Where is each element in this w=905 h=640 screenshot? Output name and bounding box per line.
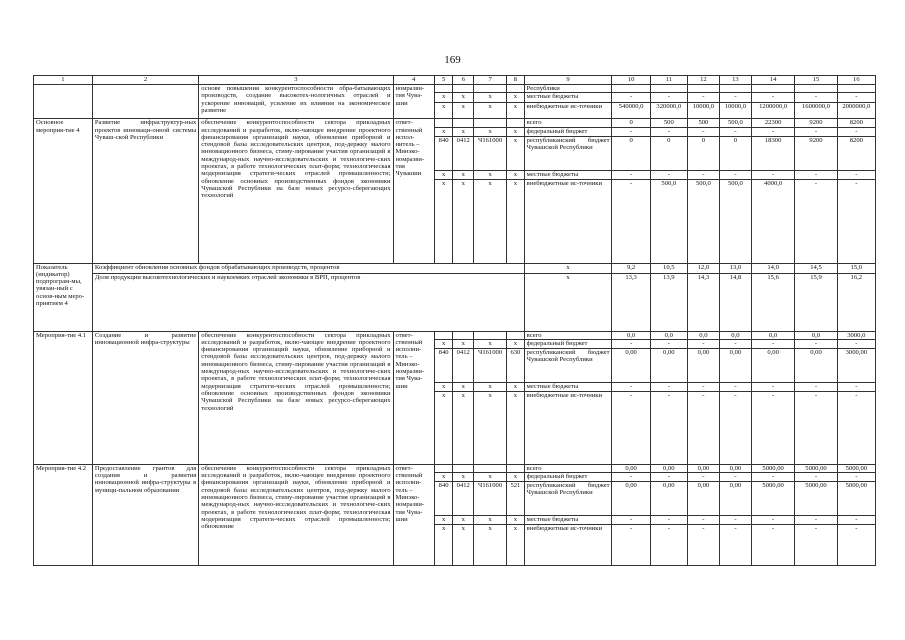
year-value [612,85,650,93]
year-value: 500,0 [719,119,751,127]
year-value: - [687,93,719,103]
row-label [34,85,93,119]
year-value: 8200 [837,119,875,127]
funding-source: местные бюджеты [524,170,612,179]
year-value: - [650,391,687,464]
year-value: 0 [650,136,687,170]
row-name: Предоставление грантов для создания и развития инновационной инфра-структуры в муници-пальном образовании [92,464,198,565]
funding-source: всего [524,464,612,472]
year-value: 0 [612,119,650,127]
year-value [719,85,751,93]
year-value: - [751,127,794,136]
grbs-code: x [434,473,453,482]
grbs-code [434,331,453,339]
indicator-label: Показатель (индикатор) подпрограм-мы, увязан-ный с основ-ным меро-приятием 4 [34,263,93,331]
section-code [453,464,474,472]
year-value: - [837,525,875,566]
year-value: 0,00 [650,348,687,382]
funding-source: республиканский бюджет Чувашской Республики [524,136,612,170]
year-value: 5000,00 [751,464,794,472]
year-value: - [751,339,794,348]
year-value: - [650,473,687,482]
year-value: - [837,516,875,525]
section-code: 0412 [453,348,474,382]
indicator-value: 16,2 [837,273,875,331]
year-value: 0,00 [650,482,687,516]
year-value: 5000,00 [751,482,794,516]
section-code: x [453,382,474,391]
year-value [650,85,687,93]
table-row [34,464,876,472]
section-code: x [453,103,474,119]
year-value: 0,0 [650,331,687,339]
year-value: - [719,170,751,179]
expense-type-code [507,331,525,339]
section-code: x [453,516,474,525]
year-value: 3000,00 [837,348,875,382]
funding-source: внебюджетные ис-точники [524,103,612,119]
target-article-code: x [474,179,507,263]
grbs-code: x [434,179,453,263]
grbs-code: x [434,382,453,391]
indicator-value: 10,5 [650,263,687,273]
funding-source: федеральный бюджет [524,339,612,348]
target-article-code [474,331,507,339]
year-value: 0,00 [687,464,719,472]
year-value: 0,00 [719,348,751,382]
year-value: - [687,382,719,391]
funding-source: всего [524,331,612,339]
year-value: - [719,391,751,464]
indicator-mark: x [524,263,612,273]
grbs-code: x [434,339,453,348]
section-code [453,331,474,339]
grbs-code: x [434,103,453,119]
expense-type-code: x [507,339,525,348]
year-value: - [650,339,687,348]
year-value: 0,0 [612,331,650,339]
header-cell: 5 [434,76,453,85]
year-value [837,85,875,93]
year-value: 9200 [795,136,837,170]
year-value: - [751,516,794,525]
target-article-code: x [474,382,507,391]
year-value: - [837,179,875,263]
goal-text: обеспечение конкурентоспособности сектора прикладных исследований и разработок, вклю-чающее внедрение проектного финансирования организаций науки, обновление приборной и стендовой базы исследовательских центров, под-держку малого инновационного бизнеса, стиму-лирование участия организаций в международ-ных научно-исследовательских и технологиче-ских проектах, в работе технологических плат-форм; технологическая модернизация стратеги-ческих отраслей промышленности; обновление основных производственных фондов экономики Чувашской Республики на базе новых ресурсо-сберегающих технологий [199,331,393,464]
year-value: 0,00 [719,464,751,472]
target-article-code [474,119,507,127]
year-value [795,85,837,93]
year-value: - [719,93,751,103]
grbs-code [434,464,453,472]
year-value: - [650,525,687,566]
year-value: 500 [687,119,719,127]
target-article-code: x [474,103,507,119]
year-value: - [612,525,650,566]
year-value: - [650,93,687,103]
responsible-executor: ответ-ственный исполни-тель – Минэко-номразви-тия Чува-шии [393,331,434,464]
year-value: 9200 [795,119,837,127]
header-row [34,76,876,85]
indicator-row [34,273,876,331]
header-cell: 7 [474,76,507,85]
year-value: - [837,382,875,391]
section-code: x [453,179,474,263]
year-value [751,85,794,93]
funding-source: местные бюджеты [524,93,612,103]
year-value: 5000,00 [837,482,875,516]
year-value: 1200000,0 [751,103,794,119]
year-value: - [687,339,719,348]
funding-source: республиканский бюджет Чувашской Республики [524,482,612,516]
year-value: 0,0 [751,331,794,339]
expense-type-code: 521 [507,482,525,516]
indicator-value: 9,2 [612,263,650,273]
section-code: x [453,339,474,348]
indicator-value: 14,3 [687,273,719,331]
expense-type-code: x [507,103,525,119]
year-value: - [751,391,794,464]
header-cell: 11 [650,76,687,85]
year-value: 5000,00 [795,464,837,472]
year-value: - [650,382,687,391]
row-label: Основное мероприя-тие 4 [34,119,93,263]
year-value: 5000,00 [837,464,875,472]
header-cell: 16 [837,76,875,85]
header-cell: 4 [393,76,434,85]
header-cell: 6 [453,76,474,85]
expense-type-code [507,85,525,93]
target-article-code: Ч161000 [474,136,507,170]
section-code: x [453,525,474,566]
goal-text: обеспечение конкурентоспособности сектора прикладных исследований и разработок, вклю-чающее внедрение проектного финансирования организаций науки, обновление приборной и стендовой базы исследовательских центров, под-держку малого инновационного бизнеса, стиму-лирование участия организаций в международ-ных научно-исследовательских и технологиче-ских проектах, в работе технологических плат-форм; технологическая модернизация стратеги-ческих отраслей промышленности; обновление основных производственных фондов экономики Чувашской Республики на базе новых ресурсо-сберегающих технологий [199,119,393,263]
year-value: - [795,170,837,179]
expense-type-code: x [507,525,525,566]
funding-source: внебюджетные ис-точники [524,391,612,464]
row-name [92,85,198,119]
year-value: 0,00 [795,348,837,382]
year-value: 0,00 [612,464,650,472]
section-code: 0412 [453,482,474,516]
year-value: - [837,127,875,136]
year-value: 0,0 [687,331,719,339]
year-value: - [795,179,837,263]
year-value: 2000000,0 [837,103,875,119]
goal-text: основе повышения конкурентоспособности обра-батывающих производств, создание высокотех-нологичных отраслей и ускорение инноваций, усиление их влияния на экономическое развитие [199,85,393,119]
responsible-executor: ответ-ственный испол-нитель – Минэко-номразви-тия Чувашии [393,119,434,263]
target-article-code: x [474,339,507,348]
year-value: 0 [719,136,751,170]
indicator-row [34,263,876,273]
year-value: - [795,127,837,136]
year-value: - [837,170,875,179]
year-value: - [612,516,650,525]
target-article-code: Ч161000 [474,348,507,382]
indicator-value: 14,5 [795,263,837,273]
expense-type-code: x [507,391,525,464]
header-cell: 1 [34,76,93,85]
year-value: 10000,0 [687,103,719,119]
year-value: 0,00 [612,482,650,516]
grbs-code: x [434,93,453,103]
year-value: 0,0 [795,331,837,339]
year-value: 0,00 [751,348,794,382]
target-article-code: x [474,170,507,179]
target-article-code: x [474,93,507,103]
target-article-code [474,85,507,93]
target-article-code: Ч161000 [474,482,507,516]
section-code [453,119,474,127]
header-cell: 9 [524,76,612,85]
header-cell: 12 [687,76,719,85]
target-article-code: x [474,391,507,464]
expense-type-code: x [507,516,525,525]
year-value: - [719,525,751,566]
grbs-code [434,85,453,93]
responsible-executor: номразви-тия Чува-шии [393,85,434,119]
year-value: - [795,382,837,391]
header-cell: 2 [92,76,198,85]
grbs-code: 840 [434,348,453,382]
year-value: - [795,339,837,348]
funding-source: местные бюджеты [524,516,612,525]
year-value: 500,0 [650,179,687,263]
year-value: - [687,473,719,482]
year-value: - [751,525,794,566]
target-article-code [474,464,507,472]
expense-type-code: x [507,136,525,170]
year-value: - [795,525,837,566]
funding-source: федеральный бюджет [524,127,612,136]
year-value: 0,0 [719,331,751,339]
year-value: - [795,391,837,464]
year-value: - [795,93,837,103]
grbs-code: x [434,170,453,179]
header-cell: 8 [507,76,525,85]
year-value: 500 [650,119,687,127]
header-cell: 15 [795,76,837,85]
table-row [34,331,876,339]
year-value: - [650,516,687,525]
expense-type-code: x [507,93,525,103]
year-value: - [719,382,751,391]
year-value: - [612,382,650,391]
year-value: 10000,0 [719,103,751,119]
indicator-value: 12,0 [687,263,719,273]
page-number: 169 [444,54,461,66]
expense-type-code: x [507,170,525,179]
row-name: Создание и развитие инновационной инфра-структуры [92,331,198,464]
section-code: 0412 [453,136,474,170]
responsible-executor: ответ-ственный исполни-тель – Минэко-номразви-тия Чува-шии [393,464,434,565]
expense-type-code: 630 [507,348,525,382]
program-table [33,75,876,566]
expense-type-code: x [507,382,525,391]
year-value: - [719,339,751,348]
year-value: 0 [612,136,650,170]
indicator-value: 15,0 [837,263,875,273]
funding-source: федеральный бюджет [524,473,612,482]
year-value: - [719,473,751,482]
year-value: - [612,127,650,136]
header-cell: 10 [612,76,650,85]
table-body [34,76,876,566]
funding-source: местные бюджеты [524,382,612,391]
year-value: 0,00 [719,482,751,516]
year-value: - [612,391,650,464]
expense-type-code: x [507,179,525,263]
year-value: - [795,473,837,482]
grbs-code: x [434,525,453,566]
header-cell: 13 [719,76,751,85]
section-code [453,85,474,93]
year-value: 4000,0 [751,179,794,263]
funding-source: Республики [524,85,612,93]
goal-text: обеспечение конкурентоспособности сектора прикладных исследований и разработок, вклю-чающее внедрение проектного финансирования организаций науки, обновление приборной и стендовой базы исследовательских центров, под-держку малого инновационного бизнеса, стиму-лирование участия организаций в международ-ных научно-исследовательских и технологиче-ских проектах, в работе технологических плат-форм; технологическая модернизация стратеги-ческих отраслей промышленности; обновление [199,464,393,565]
year-value [687,85,719,93]
indicator-value: 13,0 [719,263,751,273]
year-value: 0,00 [687,348,719,382]
year-value: - [751,473,794,482]
grbs-code: 840 [434,482,453,516]
header-cell: 3 [199,76,393,85]
year-value: 0,00 [650,464,687,472]
section-code: x [453,170,474,179]
year-value: 500,0 [687,179,719,263]
grbs-code: x [434,516,453,525]
indicator-value: 14,0 [751,263,794,273]
year-value: 18300 [751,136,794,170]
row-label: Мероприя-тие 4.1 [34,331,93,464]
year-value: - [687,525,719,566]
year-value: - [837,339,875,348]
expense-type-code: x [507,473,525,482]
year-value: 0,00 [612,348,650,382]
target-article-code: x [474,525,507,566]
target-article-code: x [474,516,507,525]
year-value: 0,00 [687,482,719,516]
year-value: 3000,0 [837,331,875,339]
year-value: 1600000,0 [795,103,837,119]
row-label: Мероприя-тие 4.2 [34,464,93,565]
grbs-code [434,119,453,127]
header-cell: 14 [751,76,794,85]
indicator-value: 13,3 [612,273,650,331]
section-code: x [453,127,474,136]
target-article-code: x [474,127,507,136]
indicator-text: Коэффициент обновления основных фондов обрабатывающих производств, процентов [92,263,524,273]
indicator-value: 14,8 [719,273,751,331]
year-value: - [650,127,687,136]
year-value: - [837,391,875,464]
section-code: x [453,93,474,103]
year-value: 500,0 [719,179,751,263]
year-value: - [687,127,719,136]
funding-source: внебюджетные ис-точники [524,179,612,263]
year-value: - [612,339,650,348]
year-value: - [719,127,751,136]
section-code: x [453,473,474,482]
year-value: - [837,473,875,482]
year-value: 540000,0 [612,103,650,119]
year-value: - [612,473,650,482]
year-value: - [751,93,794,103]
row-name: Развитие инфраструктур-ных проектов инноваци-онной системы Чуваш-ской Республики [92,119,198,263]
year-value: - [687,170,719,179]
year-value: 5000,00 [795,482,837,516]
indicator-mark: x [524,273,612,331]
expense-type-code [507,119,525,127]
year-value: 22300 [751,119,794,127]
year-value: - [795,516,837,525]
year-value: - [751,170,794,179]
indicator-value: 13,9 [650,273,687,331]
year-value: - [837,93,875,103]
grbs-code: x [434,127,453,136]
year-value: 320000,0 [650,103,687,119]
year-value: - [751,382,794,391]
year-value: - [612,170,650,179]
grbs-code: 840 [434,136,453,170]
year-value: - [612,179,650,263]
expense-type-code [507,464,525,472]
grbs-code: x [434,391,453,464]
year-value: - [650,170,687,179]
year-value: - [687,391,719,464]
year-value: - [719,516,751,525]
indicator-value: 15,6 [751,273,794,331]
funding-source: внебюджетные ис-точники [524,525,612,566]
table-row [34,119,876,127]
funding-source: республиканский бюджет Чувашской Республики [524,348,612,382]
year-value: 8200 [837,136,875,170]
year-value: 0 [687,136,719,170]
indicator-value: 15,9 [795,273,837,331]
year-value: - [687,516,719,525]
funding-source: всего [524,119,612,127]
section-code: x [453,391,474,464]
expense-type-code: x [507,127,525,136]
table-row [34,85,876,93]
year-value: - [612,93,650,103]
target-article-code: x [474,473,507,482]
indicator-text: Доля продукции высокотехнологических и наукоемких отраслей экономики в ВРП, процентов [92,273,524,331]
